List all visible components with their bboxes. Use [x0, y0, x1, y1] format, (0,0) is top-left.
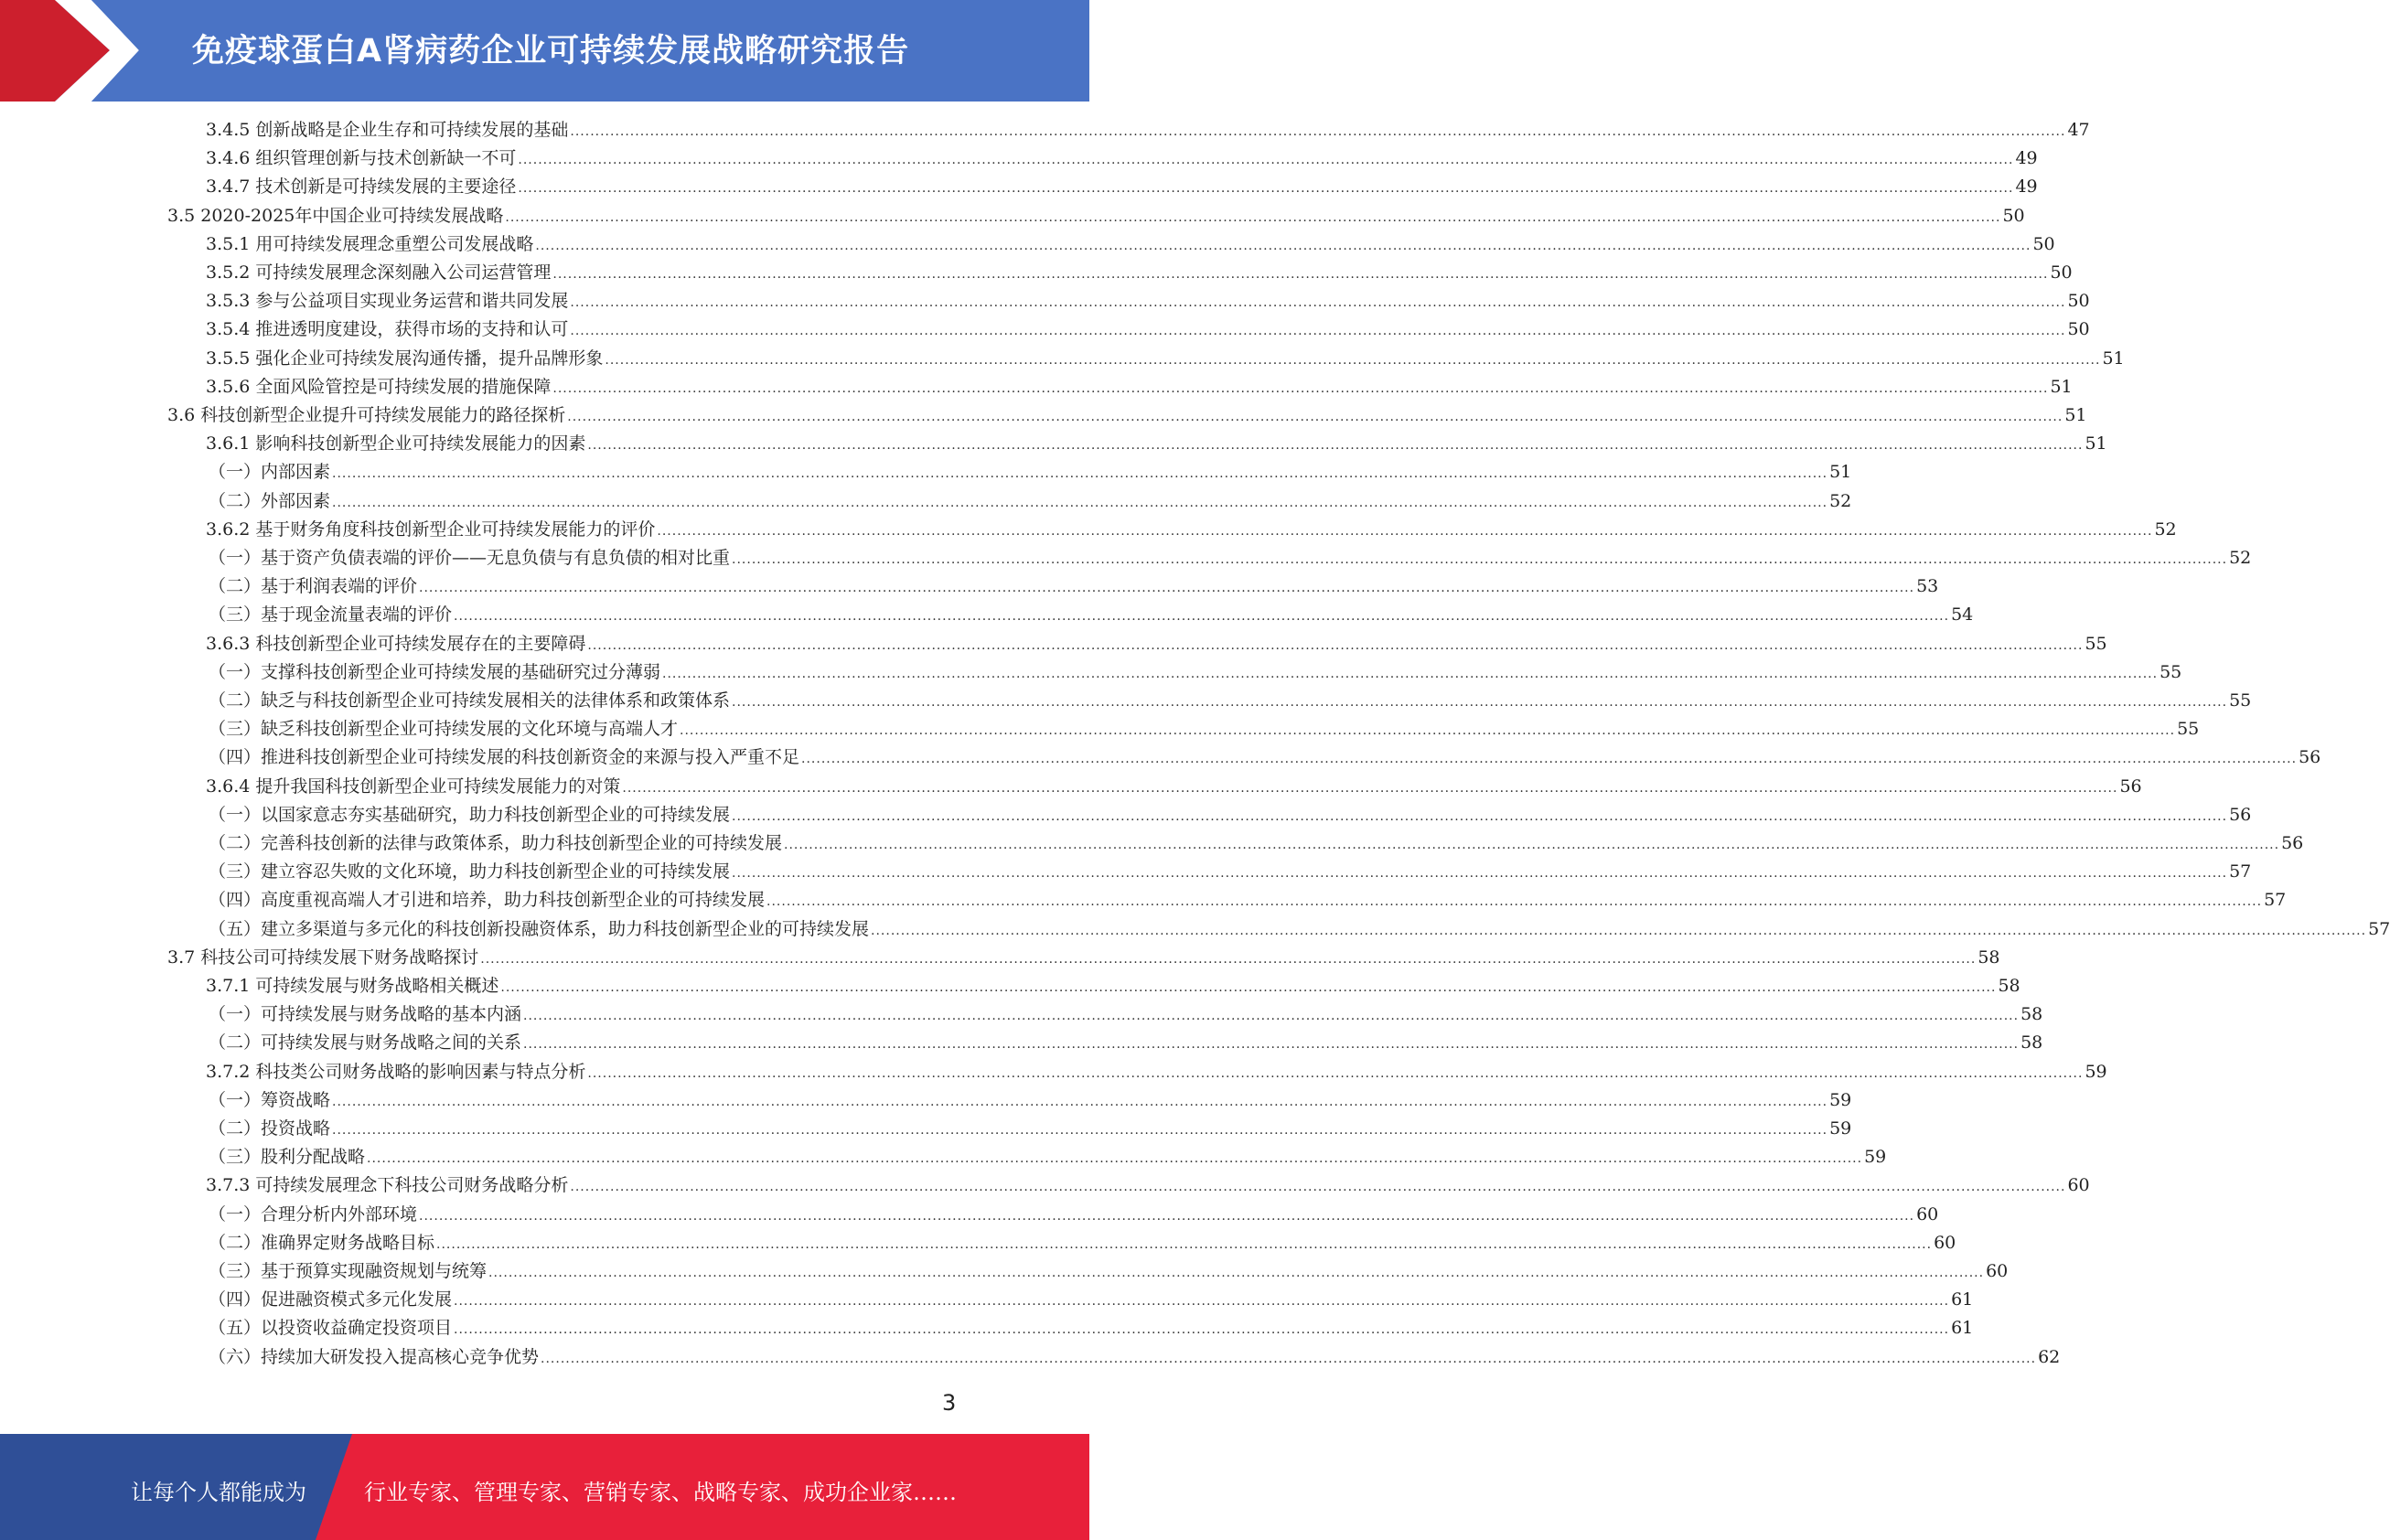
toc-dot-leader: ............................................................................................................................................................................................................................................................................................................	[518, 153, 2014, 168]
toc-dot-leader: ............................................................................................................................................................................................................................................................................................................	[523, 1037, 2020, 1053]
toc-dot-leader: ............................................................................................................................................................................................................................................................................................................	[454, 1322, 1950, 1338]
toc-entry[interactable]	[206, 230, 2055, 259]
toc-entry-title: 3.6 科技创新型企业提升可持续发展能力的路径探析	[167, 405, 566, 425]
toc-entry[interactable]	[209, 544, 2252, 572]
toc-entry[interactable]	[209, 601, 1974, 629]
toc-entry-title: 3.5.3 参与公益项目实现业务运营和谐共同发展	[206, 291, 569, 312]
toc-entry[interactable]	[167, 944, 2000, 972]
toc-dot-leader: ............................................................................................................................................................................................................................................................................................................	[732, 866, 2228, 882]
toc-entry-page: 55	[2177, 719, 2200, 740]
toc-entry-page: 58	[2020, 1032, 2043, 1053]
toc-dot-leader: ............................................................................................................................................................................................................................................................................................................	[766, 894, 2263, 910]
toc-entry-page: 55	[2085, 633, 2107, 654]
toc-entry[interactable]	[209, 687, 2252, 715]
toc-entry[interactable]	[206, 345, 2125, 373]
page-footer	[0, 1434, 1089, 1540]
toc-entry-page: 58	[1998, 976, 2020, 996]
toc-entry[interactable]	[206, 287, 2090, 315]
toc-dot-leader: ............................................................................................................................................................................................................................................................................................................	[332, 466, 1828, 482]
toc-dot-leader: ............................................................................................................................................................................................................................................................................................................	[419, 581, 1915, 596]
toc-entry[interactable]	[209, 801, 2252, 829]
toc-entry[interactable]	[209, 1286, 1974, 1314]
toc-entry[interactable]	[209, 458, 1852, 487]
toc-entry[interactable]	[167, 401, 2087, 430]
toc-entry-page: 50	[2067, 291, 2090, 312]
toc-entry[interactable]	[206, 430, 2107, 458]
toc-entry-page: 58	[1977, 946, 2000, 968]
toc-entry-page: 59	[1829, 1118, 1852, 1139]
toc-entry[interactable]	[209, 1201, 1939, 1229]
toc-dot-leader: ............................................................................................................................................................................................................................................................................................................	[454, 609, 1950, 625]
toc-entry-page: 52	[2229, 548, 2252, 568]
toc-entry-title: （三）缺乏科技创新型企业可持续发展的文化环境与高端人才	[209, 719, 679, 740]
toc-entry[interactable]	[206, 116, 2090, 144]
toc-dot-leader: ............................................................................................................................................................................................................................................................................................................	[523, 1009, 2020, 1024]
toc-entry-title: 3.4.6 组织管理创新与技术创新缺一不可	[206, 148, 517, 169]
toc-entry-page: 51	[1829, 462, 1852, 483]
toc-entry[interactable]	[209, 915, 2390, 944]
toc-dot-leader: ............................................................................................................................................................................................................................................................................................................	[505, 209, 2001, 225]
toc-entry[interactable]	[209, 1143, 1887, 1171]
toc-entry-page: 55	[2229, 690, 2252, 711]
toc-entry[interactable]	[209, 829, 2304, 858]
toc-entry-page: 57	[2264, 890, 2287, 911]
toc-entry-title: 3.7 科技公司可持续发展下财务战略探讨	[167, 946, 479, 968]
toc-entry-title: 3.4.5 创新战略是企业生存和可持续发展的基础	[206, 120, 569, 140]
toc-dot-leader: ............................................................................................................................................................................................................................................................................................................	[732, 552, 2228, 567]
toc-entry[interactable]	[167, 202, 2025, 230]
toc-entry-title: 3.5.1 用可持续发展理念重塑公司发展战略	[206, 233, 534, 254]
toc-entry-title: （三）基于预算实现融资规划与统筹	[209, 1261, 488, 1281]
toc-entry-title: （一）内部因素	[209, 462, 331, 483]
toc-dot-leader: ............................................................................................................................................................................................................................................................................................................	[732, 808, 2228, 824]
toc-entry-title: （四）高度重视高端人才引进和培养，助力科技创新型企业的可持续发展	[209, 890, 766, 911]
toc-entry-title: （二）准确界定财务战略目标	[209, 1232, 435, 1253]
toc-entry-title: （二）可持续发展与财务战略之间的关系	[209, 1032, 522, 1053]
toc-entry-title: 3.5.6 全面风险管控是可持续发展的措施保障	[206, 376, 552, 397]
toc-dot-leader: ............................................................................................................................................................................................................................................................................................................	[552, 267, 2049, 282]
toc-dot-leader: ............................................................................................................................................................................................................................................................................................................	[622, 780, 2118, 796]
toc-entry[interactable]	[209, 1000, 2043, 1029]
toc-dot-leader: ............................................................................................................................................................................................................................................................................................................	[570, 124, 2066, 139]
toc-entry[interactable]	[209, 1229, 1956, 1257]
toc-entry-page: 54	[1951, 604, 1974, 626]
toc-entry[interactable]	[209, 1257, 2009, 1286]
toc-dot-leader: ............................................................................................................................................................................................................................................................................................................	[488, 1266, 1985, 1280]
toc-entry-page: 56	[2119, 775, 2142, 797]
toc-dot-leader: ............................................................................................................................................................................................................................................................................................................	[657, 523, 2153, 539]
toc-entry[interactable]	[206, 773, 2142, 801]
toc-entry[interactable]	[209, 743, 2321, 772]
toc-entry-page: 56	[2299, 747, 2321, 768]
toc-entry[interactable]	[206, 516, 2177, 544]
toc-entry[interactable]	[206, 1058, 2107, 1086]
toc-entry-page: 51	[2064, 405, 2087, 425]
toc-entry-page: 51	[2085, 433, 2107, 455]
toc-entry-page: 53	[1916, 576, 1939, 597]
toc-entry[interactable]	[206, 259, 2073, 287]
footer-slogan: 让每个人都能成为	[131, 1480, 306, 1505]
toc-dot-leader: ............................................................................................................................................................................................................................................................................................................	[680, 723, 2176, 739]
toc-entry[interactable]	[206, 1171, 2090, 1200]
toc-entry-title: （三）建立容忍失败的文化环境，助力科技创新型企业的可持续发展	[209, 861, 731, 882]
toc-entry[interactable]	[209, 858, 2252, 886]
toc-dot-leader: ............................................................................................................................................................................................................................................................................................................	[662, 666, 2159, 681]
toc-dot-leader: ............................................................................................................................................................................................................................................................................................................	[587, 1065, 2084, 1081]
toc-entry-page: 52	[2154, 519, 2177, 540]
toc-entry-title: （一）支撑科技创新型企业可持续发展的基础研究过分薄弱	[209, 661, 661, 682]
toc-entry-page: 52	[1829, 490, 1852, 511]
toc-entry-title: 3.5 2020-2025年中国企业可持续发展战略	[167, 205, 504, 226]
toc-dot-leader: ............................................................................................................................................................................................................................................................................................................	[332, 1123, 1828, 1138]
toc-entry-title: 3.7.3 可持续发展理念下科技公司财务战略分析	[206, 1175, 569, 1196]
toc-entry-title: 3.6.2 基于财务角度科技创新型企业可持续发展能力的评价	[206, 519, 656, 540]
toc-entry-page: 60	[1934, 1232, 1956, 1253]
toc-entry-title: 3.7.1 可持续发展与财务战略相关概述	[206, 976, 499, 996]
toc-entry-page: 47	[2067, 120, 2090, 140]
toc-entry[interactable]	[209, 715, 2200, 743]
toc-entry-page: 56	[2281, 833, 2304, 853]
toc-entry[interactable]	[209, 886, 2287, 914]
toc-entry-title: （二）外部因素	[209, 490, 331, 511]
page-header	[0, 0, 1089, 102]
toc-dot-leader: ............................................................................................................................................................................................................................................................................................................	[419, 1208, 1915, 1224]
toc-entry[interactable]	[209, 572, 1939, 601]
toc-entry-title: （一）以国家意志夯实基础研究，助力科技创新型企业的可持续发展	[209, 804, 731, 825]
toc-entry-page: 51	[2050, 376, 2073, 397]
toc-dot-leader: ............................................................................................................................................................................................................................................................................................................	[480, 951, 1977, 967]
toc-entry-page: 62	[2038, 1346, 2061, 1367]
toc-dot-leader: ............................................................................................................................................................................................................................................................................................................	[367, 1151, 1863, 1167]
toc-entry-page: 61	[1951, 1289, 1974, 1310]
toc-entry-page: 50	[2067, 319, 2090, 340]
toc-entry[interactable]	[206, 630, 2107, 658]
toc-entry-title: 3.4.7 技术创新是可持续发展的主要途径	[206, 176, 517, 198]
toc-entry-page: 57	[2229, 861, 2252, 882]
toc-entry[interactable]	[206, 144, 2038, 173]
toc-dot-leader: ............................................................................................................................................................................................................................................................................................................	[552, 380, 2049, 396]
toc-dot-leader: ............................................................................................................................................................................................................................................................................................................	[500, 980, 1997, 995]
report-title: 免疫球蛋白A肾病药企业可持续发展战略研究报告	[192, 33, 910, 70]
toc-entry[interactable]	[209, 658, 2182, 687]
toc-entry-page: 56	[2229, 804, 2252, 825]
toc-entry-page: 60	[2067, 1175, 2090, 1196]
toc-entry-title: 3.7.2 科技类公司财务战略的影响因素与特点分析	[206, 1061, 586, 1082]
toc-entry-page: 57	[2368, 918, 2390, 939]
toc-entry-title: （四）促进融资模式多元化发展	[209, 1289, 453, 1310]
toc-entry-title: （二）基于利润表端的评价	[209, 576, 418, 597]
toc-entry-page: 50	[2032, 233, 2055, 254]
toc-entry-title: （三）基于现金流量表端的评价	[209, 604, 453, 626]
toc-entry[interactable]	[206, 315, 2090, 344]
toc-dot-leader: ............................................................................................................................................................................................................................................................................................................	[587, 637, 2084, 653]
toc-entry[interactable]	[206, 173, 2038, 201]
toc-dot-leader: ............................................................................................................................................................................................................................................................................................................	[732, 695, 2228, 710]
toc-entry[interactable]	[209, 1343, 2061, 1372]
toc-entry[interactable]	[209, 1086, 1852, 1115]
toc-dot-leader: ............................................................................................................................................................................................................................................................................................................	[535, 238, 2031, 253]
toc-dot-leader: ............................................................................................................................................................................................................................................................................................................	[454, 1294, 1950, 1310]
toc-dot-leader: ............................................................................................................................................................................................................................................................................................................	[518, 181, 2014, 197]
toc-entry-title: （一）可持续发展与财务战略的基本内涵	[209, 1004, 522, 1025]
toc-entry-title: （五）建立多渠道与多元化的科技创新投融资体系，助力科技创新型企业的可持续发展	[209, 918, 870, 939]
toc-entry-title: 3.6.1 影响科技创新型企业可持续发展能力的因素	[206, 433, 586, 455]
toc-dot-leader: ............................................................................................................................................................................................................................................................................................................	[332, 495, 1828, 510]
toc-entry-title: （一）基于资产负债表端的评价——无息负债与有息负债的相对比重	[209, 548, 731, 568]
toc-dot-leader: ............................................................................................................................................................................................................................................................................................................	[541, 1351, 2037, 1366]
toc-entry-title: （二）完善科技创新的法律与政策体系，助力科技创新型企业的可持续发展	[209, 833, 783, 853]
toc-entry[interactable]	[206, 972, 2020, 1000]
toc-entry-title: （三）股利分配战略	[209, 1147, 366, 1168]
toc-dot-leader: ............................................................................................................................................................................................................................................................................................................	[871, 923, 2367, 938]
toc-entry-title: （二）投资战略	[209, 1118, 331, 1139]
toc-entry-title: （六）持续加大研发投入提高核心竞争优势	[209, 1346, 540, 1367]
toc-entry-page: 59	[2085, 1061, 2107, 1082]
toc-entry-page: 60	[1916, 1203, 1939, 1225]
toc-entry[interactable]	[206, 373, 2073, 401]
footer-tagline: 行业专家、管理专家、营销专家、战略专家、成功企业家……	[364, 1480, 957, 1505]
page-number: 3	[942, 1390, 957, 1416]
toc-entry-page: 59	[1864, 1147, 1887, 1168]
toc-entry-page: 50	[2050, 262, 2073, 283]
toc-entry-page: 58	[2020, 1004, 2043, 1025]
toc-entry-title: 3.6.3 科技创新型企业可持续发展存在的主要障碍	[206, 633, 586, 654]
toc-entry-page: 51	[2102, 348, 2125, 369]
toc-dot-leader: ............................................................................................................................................................................................................................................................................................................	[332, 1094, 1828, 1109]
toc-entry[interactable]	[209, 487, 1852, 516]
toc-entry-title: （四）推进科技创新型企业可持续发展的科技创新资金的来源与投入严重不足	[209, 747, 800, 768]
toc-entry-title: （一）合理分析内外部环境	[209, 1203, 418, 1225]
toc-dot-leader: ............................................................................................................................................................................................................................................................................................................	[801, 752, 2298, 767]
toc-entry-page: 59	[1829, 1089, 1852, 1110]
toc-entry-title: 3.5.2 可持续发展理念深刻融入公司运营管理	[206, 262, 552, 283]
toc-entry-page: 49	[2015, 148, 2038, 169]
toc-entry[interactable]	[209, 1029, 2043, 1057]
toc-entry-title: （二）缺乏与科技创新型企业可持续发展相关的法律体系和政策体系	[209, 690, 731, 711]
toc-entry-page: 49	[2015, 176, 2038, 198]
toc-entry[interactable]	[209, 1314, 1974, 1342]
toc-entry-title: 3.5.4 推进透明度建设，获得市场的支持和认可	[206, 319, 569, 340]
toc-entry-title: （一）筹资战略	[209, 1089, 331, 1110]
toc-entry-page: 55	[2160, 661, 2182, 682]
toc-entry-title: 3.6.4 提升我国科技创新型企业可持续发展能力的对策	[206, 775, 621, 797]
toc-entry-page: 60	[1986, 1261, 2009, 1281]
toc-dot-leader: ............................................................................................................................................................................................................................................................................................................	[570, 1180, 2066, 1195]
toc-dot-leader: ............................................................................................................................................................................................................................................................................................................	[605, 352, 2101, 368]
toc-entry-page: 50	[2002, 205, 2025, 226]
toc-dot-leader: ............................................................................................................................................................................................................................................................................................................	[587, 438, 2084, 454]
toc-dot-leader: ............................................................................................................................................................................................................................................................................................................	[567, 410, 2063, 424]
toc-dot-leader: ............................................................................................................................................................................................................................................................................................................	[570, 324, 2066, 339]
toc-entry-title: （五）以投资收益确定投资项目	[209, 1318, 453, 1339]
toc-entry[interactable]	[209, 1115, 1852, 1143]
toc-entry-page: 61	[1951, 1318, 1974, 1339]
toc-entry-title: 3.5.5 强化企业可持续发展沟通传播，提升品牌形象	[206, 348, 604, 369]
toc-dot-leader: ............................................................................................................................................................................................................................................................................................................	[570, 295, 2066, 311]
toc-dot-leader: ............................................................................................................................................................................................................................................................................................................	[784, 838, 2280, 852]
toc-dot-leader: ............................................................................................................................................................................................................................................................................................................	[436, 1236, 1933, 1252]
